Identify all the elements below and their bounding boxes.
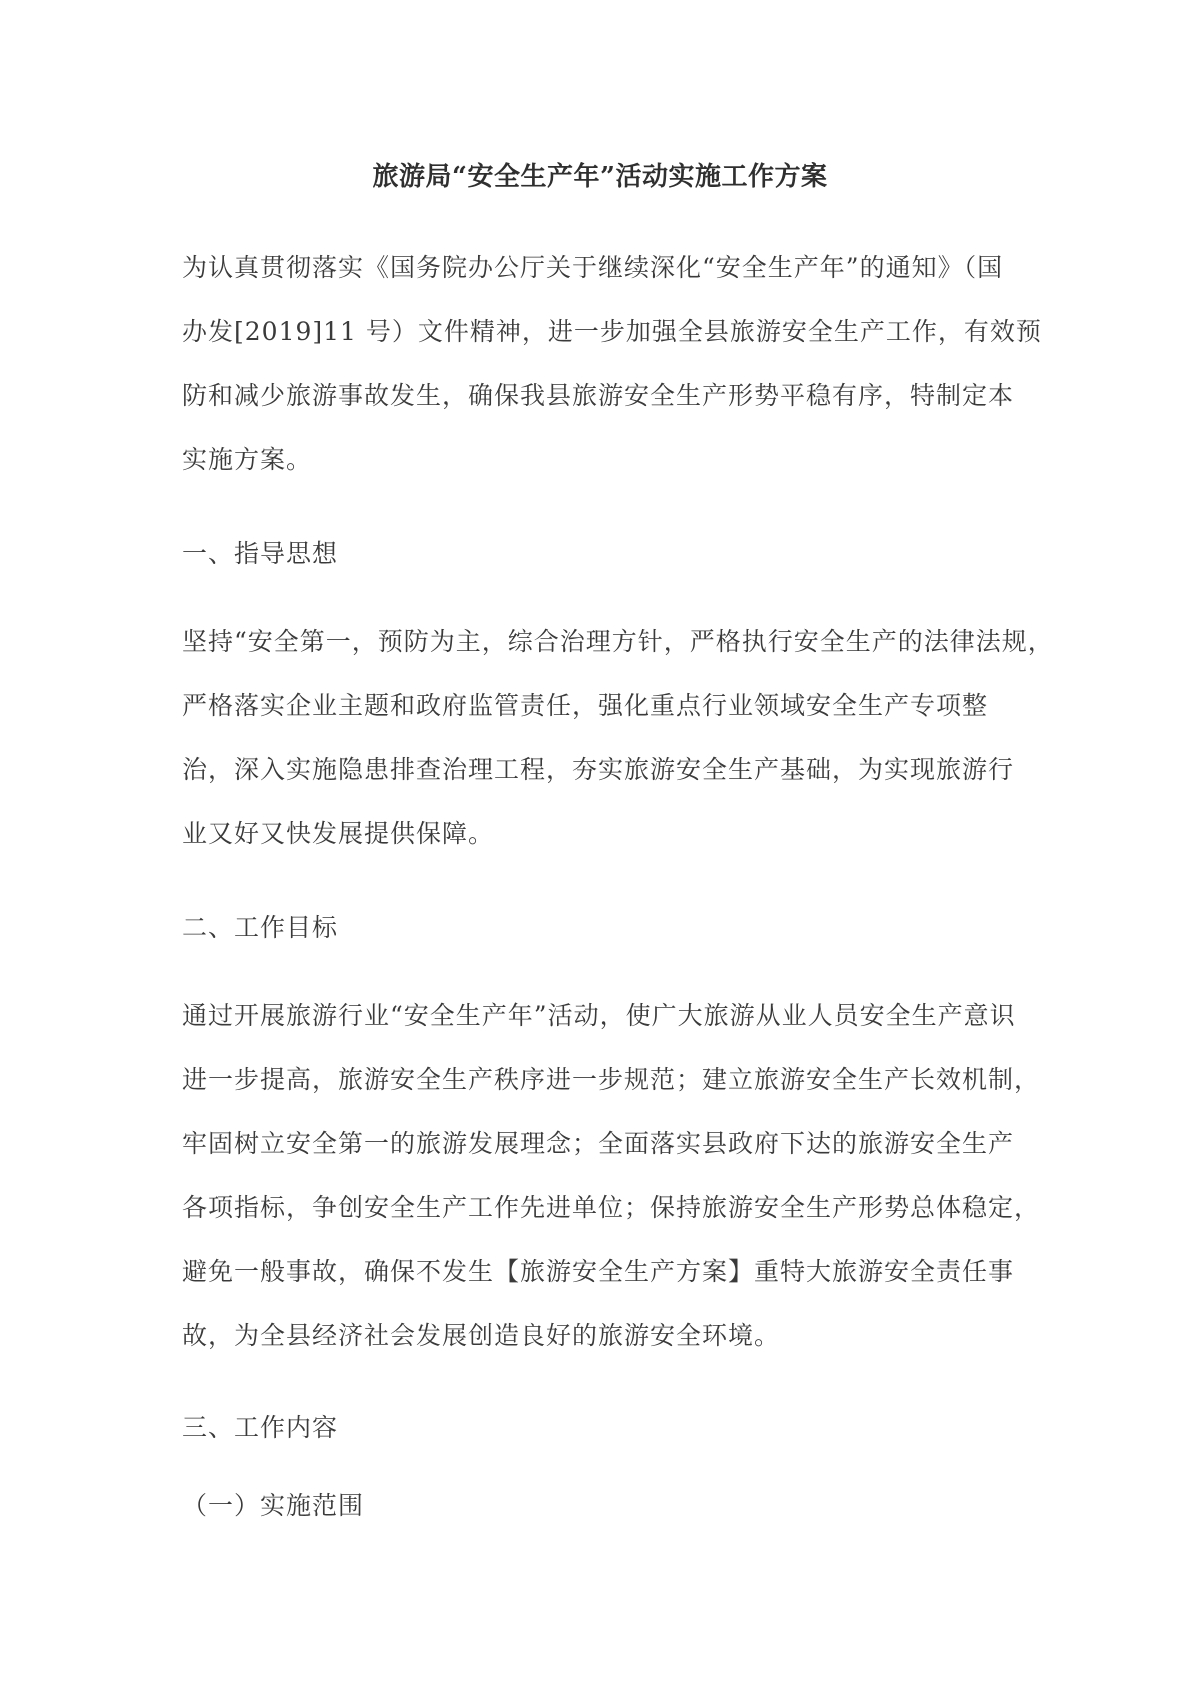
paragraph-line: 坚持“安全第一，预防为主，综合治理方针，严格执行安全生产的法律法规，	[182, 627, 1054, 656]
section-heading-guiding-ideology: 一、指导思想	[182, 539, 339, 568]
section-heading-work-content: 三、工作内容	[182, 1413, 339, 1442]
paragraph-line: 各项指标，争创安全生产工作先进单位；保持旅游安全生产形势总体稳定，	[182, 1193, 1041, 1222]
section-heading-work-objectives: 二、工作目标	[182, 913, 339, 942]
intro-line: 实施方案。	[182, 445, 313, 474]
guiding-ideology-paragraph	[182, 610, 1054, 866]
document-title: 旅游局“安全生产年”活动实施工作方案	[372, 162, 828, 192]
intro-line: 办发[2019]11 号）文件精神，进一步加强全县旅游安全生产工作，有效预	[182, 317, 1042, 346]
paragraph-line: 通过开展旅游行业“安全生产年”活动，使广大旅游从业人员安全生产意识	[182, 1001, 1016, 1030]
paragraph-line: 进一步提高，旅游安全生产秩序进一步规范；建立旅游安全生产长效机制，	[182, 1065, 1041, 1094]
paragraph-line: 牢固树立安全第一的旅游发展理念；全面落实县政府下达的旅游安全生产	[182, 1129, 1015, 1158]
paragraph-line: 避免一般事故，确保不发生【旅游安全生产方案】重特大旅游安全责任事	[182, 1257, 1015, 1286]
intro-line: 为认真贯彻落实《国务院办公厅关于继续深化“安全生产年”的通知》（国	[182, 253, 1004, 282]
paragraph-line: 业又好又快发展提供保障。	[182, 819, 495, 848]
intro-paragraph	[182, 236, 1042, 492]
paragraph-line: 治，深入实施隐患排查治理工程，夯实旅游安全生产基础，为实现旅游行	[182, 755, 1015, 784]
paragraph-line: 故，为全县经济社会发展创造良好的旅游安全环境。	[182, 1321, 781, 1350]
work-objectives-paragraph	[182, 984, 1041, 1368]
paragraph-line: 严格落实企业主题和政府监管责任，强化重点行业领域安全生产专项整	[182, 691, 989, 720]
intro-line: 防和减少旅游事故发生，确保我县旅游安全生产形势平稳有序，特制定本	[182, 381, 1015, 410]
subsection-heading-scope: （一）实施范围	[182, 1491, 365, 1520]
